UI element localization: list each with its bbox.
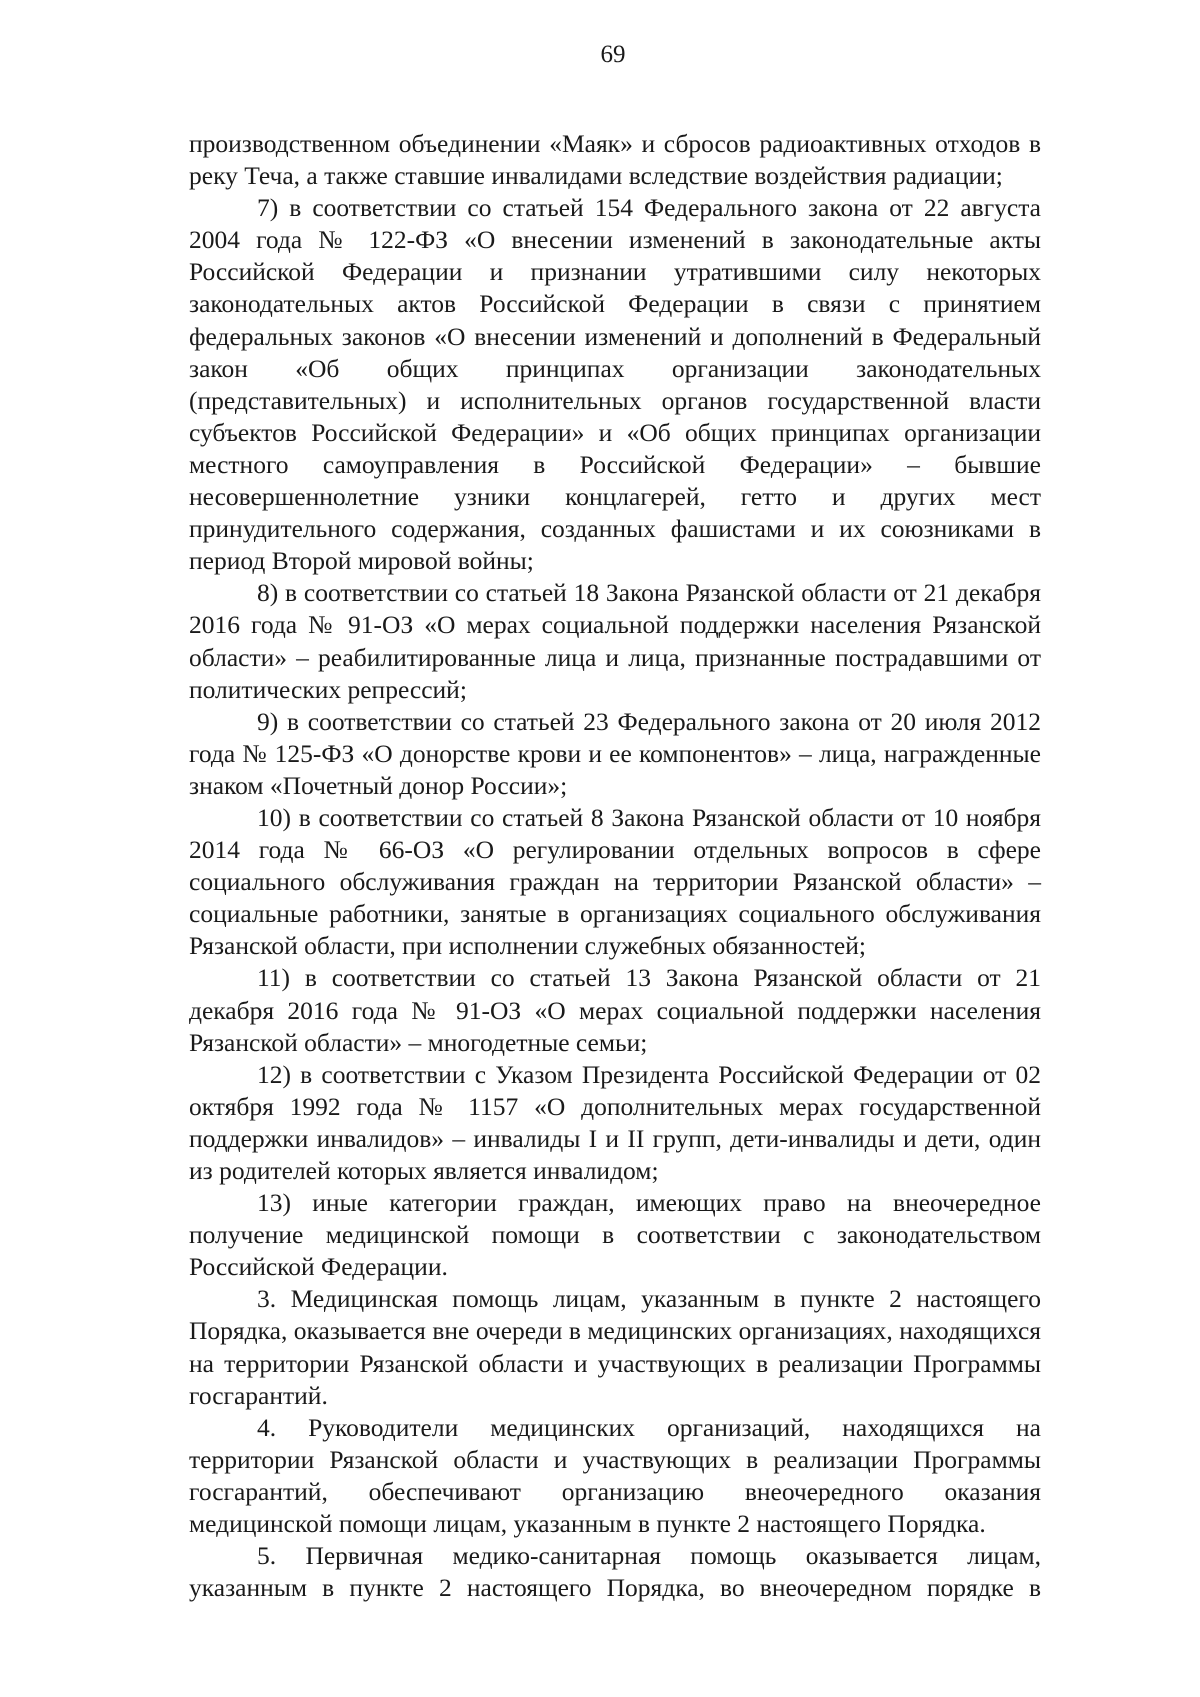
paragraph-item-10: 10) в соответствии со статьей 8 Закона Рязанской области от 10 ноября 2014 года № 66-ОЗ «О регулировании отдельных вопросов в сфере социального обслуживания граждан на территории Рязанской области» – социальные работники, занятые в организациях социального обслуживания Рязанской области, при исполнении служебных обязанностей; [189, 802, 1041, 961]
paragraph-item-7: 7) в соответствии со статьей 154 Федерального закона от 22 августа 2004 года № 122-ФЗ «О внесении изменений в законодательные акты Российской Федерации и признании утратившими силу некоторых законодательных актов Российской Федерации в связи с принятием федеральных законов «О внесении изменений и дополнений в Федеральный закон «Об общих принципах организации законодательных (представительных) и исполнительных органов государственной власти субъектов Российской Федерации» и «Об общих принципах организации местного самоуправления в Российской Федерации» – бывшие несовершеннолетние узники концлагерей, гетто и других мест принудительного содержания, созданных фашистами и их союзниками в период Второй мировой войны; [189, 193, 1041, 576]
paragraph-item-13: 13) иные категории граждан, имеющих право на внеочередное получение медицинской помощи в соответствии с законодательством Российской Федерации. [189, 1188, 1041, 1282]
paragraph-continuation: производственном объединении «Маяк» и сбросов радиоактивных отходов в реку Теча, а также ставшие инвалидами вследствие воздействия радиации; [189, 129, 1041, 191]
paragraph-item-11: 11) в соответствии со статьей 13 Закона Рязанской области от 21 декабря 2016 года № 91-ОЗ «О мерах социальной поддержки населения Рязанской области» – многодетные семьи; [189, 963, 1041, 1057]
paragraph-item-8: 8) в соответствии со статьей 18 Закона Рязанской области от 21 декабря 2016 года № 91-ОЗ «О мерах социальной поддержки населения Рязанской области» – реабилитированные лица и лица, признанные пострадавшими от политических репрессий; [189, 578, 1041, 704]
paragraph-section-4: 4. Руководители медицинских организаций, находящихся на территории Рязанской области и участвующих в реализации Программы госгарантий, обеспечивают организацию внеочередного оказания медицинской помощи лицам, указанным в пункте 2 настоящего Порядка. [189, 1412, 1041, 1539]
paragraph-item-12: 12) в соответствии с Указом Президента Российской Федерации от 02 октября 1992 года № 1157 «О дополнительных мерах государственной поддержки инвалидов» – инвалиды I и II групп, дети-инвалиды и дети, один из родителей которых является инвалидом; [189, 1059, 1041, 1185]
paragraph-section-3: 3. Медицинская помощь лицам, указанным в пункте 2 настоящего Порядка, оказывается вне очереди в медицинских организациях, находящихся на территории Рязанской области и участвующих в реализации Программы госгарантий. [189, 1284, 1041, 1410]
page-number: 69 [600, 41, 626, 68]
document-body [189, 128, 1041, 1604]
paragraph-section-5: 5. Первичная медико-санитарная помощь оказывается лицам, указанным в пункте 2 настоящего Порядка, во внеочередном порядке в [189, 1541, 1041, 1603]
paragraph-item-9: 9) в соответствии со статьей 23 Федерального закона от 20 июля 2012 года № 125-ФЗ «О донорстве крови и ее компонентов» – лица, награжденные знаком «Почетный донор России»; [189, 706, 1041, 800]
